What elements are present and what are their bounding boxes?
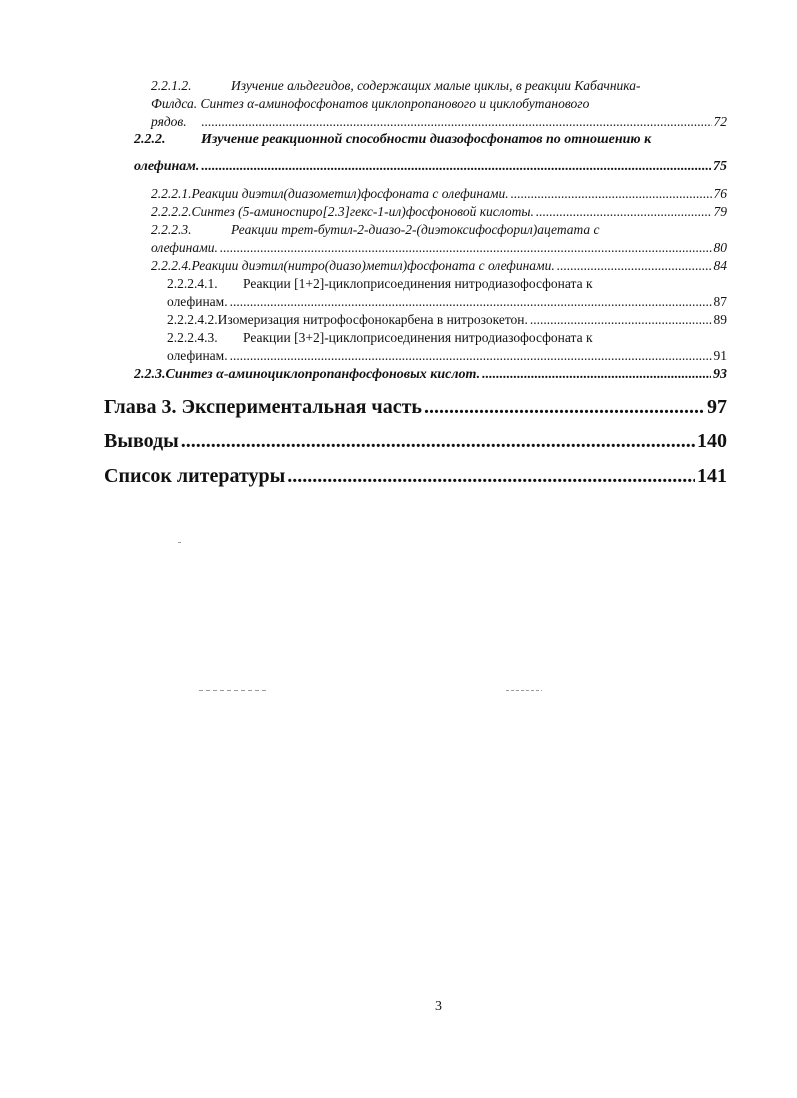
- toc-number: 2.2.2.3.: [151, 222, 192, 237]
- dot-leader: [530, 313, 712, 327]
- toc-title: олефинами.: [151, 240, 218, 255]
- toc-title: Изучение реакционной способности диазофосфонатов по отношению к: [201, 132, 652, 147]
- toc-entry-2-2-2-4-2: [167, 313, 727, 327]
- toc-page: 141: [697, 465, 727, 487]
- toc-page: 80: [713, 240, 727, 255]
- dot-leader: [201, 160, 711, 174]
- toc-conclusions: [104, 431, 727, 451]
- toc-page: 72: [713, 114, 727, 129]
- toc-entry-2-2-2-4-3-line2: [167, 349, 727, 363]
- toc-title: Выводы: [104, 430, 179, 452]
- toc-entry-2-2-1-2-line2: Филдса. Синтез α-аминофосфонатов циклопропанового и циклобутанового: [151, 96, 590, 111]
- toc-entry-2-2-2-4: [151, 259, 727, 273]
- toc-entry-2-2-2-3-line2: [151, 241, 727, 255]
- toc-entry-2-2-2-4-1-line2: [167, 295, 727, 309]
- dot-leader: [230, 295, 712, 309]
- dot-leader: [230, 349, 712, 363]
- toc-page: 93: [713, 367, 727, 382]
- toc-entry-2-2-2-4-1-line1: [167, 277, 593, 291]
- toc-entry-2-2-1-2-line1: [151, 79, 641, 93]
- toc-title: олефинам.: [167, 294, 228, 309]
- toc-number: 2.2.3.: [134, 367, 166, 382]
- dot-leader: [181, 431, 695, 451]
- toc-entry-2-2-2-4-3-line1: [167, 331, 593, 345]
- toc-title: Реакции диэтил(нитро(диазо)метил)фосфоната с олефинами.: [191, 258, 555, 273]
- toc-entry-2-2-2-1: [151, 187, 727, 201]
- dot-leader: [220, 241, 712, 255]
- toc-number: 2.2.2.2.: [151, 204, 192, 219]
- toc-title: Синтез (5-аминоспиро[2.3]гекс-1-ил)фосфоновой кислоты.: [191, 204, 534, 219]
- toc-title: Изомеризация нитрофосфонокарбена в нитрозокетон.: [217, 312, 528, 327]
- toc-title: олефинам.: [134, 159, 200, 174]
- toc-page: 140: [697, 430, 727, 452]
- dot-leader: [557, 259, 712, 273]
- toc-number: 2.2.2.1.: [151, 186, 192, 201]
- scan-speck: [506, 690, 542, 691]
- toc-title: Реакции [1+2]-циклоприсоединения нитродиазофосфоната к: [243, 276, 593, 291]
- scan-speck: [178, 542, 181, 543]
- dot-leader: [424, 397, 705, 417]
- toc-title: Реакции диэтил(диазометил)фосфоната с олефинами.: [191, 186, 509, 201]
- toc-entry-2-2-1-2-line3: [151, 115, 727, 129]
- toc-entry-2-2-3: [134, 368, 727, 382]
- toc-number: 2.2.2.4.1.: [167, 276, 218, 291]
- toc-chapter-3: [104, 397, 727, 417]
- toc-page: 97: [707, 396, 727, 418]
- toc-entry-2-2-2-2: [151, 205, 727, 219]
- toc-page: 87: [713, 294, 727, 309]
- dot-leader: [536, 205, 712, 219]
- toc-page: 79: [713, 204, 727, 219]
- dot-leader: [482, 368, 711, 382]
- dot-leader: [201, 115, 711, 129]
- page-number: 3: [435, 999, 442, 1014]
- toc-number: 2.2.2.4.2.: [167, 312, 218, 327]
- toc-page: 75: [713, 159, 727, 174]
- scan-speck: [199, 690, 269, 691]
- toc-title: Изучение альдегидов, содержащих малые циклы, в реакции Кабачника-: [231, 78, 641, 93]
- toc-page: 91: [713, 348, 727, 363]
- toc-number: 2.2.2.: [134, 132, 166, 147]
- toc-entry-2-2-2-line1: [134, 133, 651, 147]
- toc-title: Синтез α-аминоциклопропанфосфоновых кислот.: [165, 367, 481, 382]
- dot-leader: [511, 187, 712, 201]
- toc-entry-2-2-2-3-line1: [151, 223, 600, 237]
- toc-number: 2.2.1.2.: [151, 78, 192, 93]
- toc-title: рядов.: [151, 114, 187, 129]
- toc-page: 89: [713, 312, 727, 327]
- toc-number: 2.2.2.4.: [151, 258, 192, 273]
- toc-number: 2.2.2.4.3.: [167, 330, 218, 345]
- toc-references: [104, 466, 727, 486]
- dot-leader: [287, 466, 695, 486]
- toc-title: Реакции [3+2]-циклоприсоединения нитродиазофосфоната к: [243, 330, 593, 345]
- toc-title: олефинам.: [167, 348, 228, 363]
- toc-entry-2-2-2-line2: [134, 160, 727, 174]
- toc-title: Реакции трет-бутил-2-диазо-2-(диэтоксифосфорил)ацетата с: [231, 222, 600, 237]
- toc-page: 76: [713, 186, 727, 201]
- toc-page: 84: [713, 258, 727, 273]
- toc-title: Список литературы: [104, 465, 286, 487]
- toc-title: Глава 3. Экспериментальная часть: [104, 396, 422, 418]
